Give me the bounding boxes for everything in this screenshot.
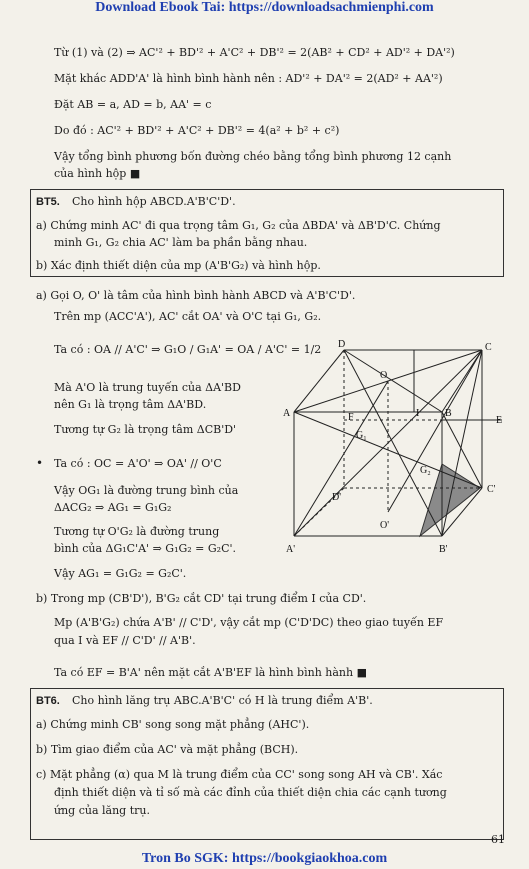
label-A-prime: A' — [286, 544, 296, 555]
bt5-part-b: b) Xác định thiết diện của mp (A'B'G₂) và hình hộp. — [36, 259, 321, 272]
label-C-prime: C' — [487, 484, 496, 495]
text-line: của hình hộp ■ — [54, 167, 141, 180]
label-C: C — [485, 342, 492, 353]
parallelepiped-figure — [282, 336, 510, 566]
bt6-part-c-cont: ứng của lăng trụ. — [54, 804, 150, 817]
solution-line: qua I và EF // C'D' // A'B'. — [54, 634, 196, 647]
solution-line: bình của ΔG₁C'A' ⇒ G₁G₂ = G₂C'. — [54, 542, 237, 555]
footer-sgk-link[interactable]: Tron Bo SGK: https://bookgiaokhoa.com — [141, 851, 388, 866]
solution-line: Vậy OG₁ là đường trung bình của — [54, 484, 239, 497]
label-E: E — [496, 415, 503, 426]
solution-line: a) Gọi O, O' là tâm của hình bình hành ABCD và A'B'C'D'. — [36, 289, 356, 302]
solution-line: Tương tự O'G₂ là đường trung — [54, 525, 220, 538]
label-F: F — [348, 412, 354, 423]
label-B: B — [445, 408, 452, 419]
solution-line: Ta có : OC = A'O' ⇒ OA' // O'C — [54, 457, 222, 470]
label-A: A — [283, 408, 291, 419]
bt5-title: BT5. — [36, 196, 60, 208]
bt6-part-c: c) Mặt phẳng (α) qua M là trung điểm của CC' song song AH và CB'. Xác — [36, 768, 443, 781]
text-line: Từ (1) và (2) ⇒ AC'² + BD'² + A'C² + DB'² = 2(AB² + CD² + AD'² + DA'²) — [54, 46, 455, 59]
text-line: Do đó : AC'² + BD'² + A'C² + DB'² = 4(a² + b² + c²) — [54, 124, 340, 137]
label-O: O — [380, 370, 388, 381]
label-G2: G₂ — [420, 465, 431, 476]
header-ebook-link[interactable]: Download Ebook Tai: https://downloadsachmienphi.com — [95, 0, 434, 15]
text-line: Vậy tổng bình phương bốn đường chéo bằng tổng bình phương 12 cạnh — [54, 150, 452, 163]
solution-line: Tương tự G₂ là trọng tâm ΔCB'D' — [54, 423, 237, 436]
bt6-part-b: b) Tìm giao điểm của AC' và mặt phẳng (BCH). — [36, 743, 299, 756]
solution-line: ΔACG₂ ⇒ AG₁ = G₁G₂ — [54, 501, 172, 514]
bt6-intro: Cho hình lăng trụ ABC.A'B'C' có H là trung điểm A'B'. — [72, 694, 373, 707]
solution-line: Ta có : OA // A'C' ⇒ G₁O / G₁A' = OA / A'C' = 1/2 — [54, 343, 322, 356]
solution-line: Mà A'O là trung tuyến của ΔA'BD — [54, 381, 241, 394]
solution-line: Trên mp (ACC'A'), AC' cắt OA' và O'C tại G₁, G₂. — [54, 310, 322, 323]
solution-line: b) Trong mp (CB'D'), B'G₂ cắt CD' tại trung điểm I của CD'. — [36, 592, 367, 605]
solution-line: nên G₁ là trọng tâm ΔA'BD. — [54, 398, 207, 411]
bullet-icon: • — [36, 456, 44, 470]
label-O-prime: O' — [380, 520, 390, 531]
bt6-title: BT6. — [36, 695, 60, 707]
bt5-part-a-cont: minh G₁, G₂ chia AC' làm ba phần bằng nhau. — [54, 236, 308, 249]
label-D-prime: D' — [332, 492, 342, 503]
bt6-part-a: a) Chứng minh CB' song song mặt phẳng (AHC'). — [36, 718, 310, 731]
label-G1: G₁ — [356, 430, 367, 441]
page-number: 61 — [491, 833, 505, 846]
solution-line: Mp (A'B'G₂) chứa A'B' // C'D', vậy cắt mp (C'D'DC) theo giao tuyến EF — [54, 616, 444, 629]
label-D: D — [338, 339, 346, 350]
solution-line: Ta có EF = B'A' nên mặt cắt A'B'EF là hình bình hành ■ — [54, 666, 367, 679]
text-line: Mặt khác ADD'A' là hình bình hành nên : AD'² + DA'² = 2(AD² + AA'²) — [54, 72, 443, 85]
solution-line: Vậy AG₁ = G₁G₂ = G₂C'. — [54, 567, 187, 580]
text-line: Đặt AB = a, AD = b, AA' = c — [54, 98, 212, 111]
bt5-part-a: a) Chứng minh AC' đi qua trọng tâm G₁, G₂ của ΔBDA' và ΔB'D'C. Chứng — [36, 219, 441, 232]
bt5-intro: Cho hình hộp ABCD.A'B'C'D'. — [72, 195, 236, 208]
label-I: I — [416, 408, 420, 419]
label-B-prime: B' — [439, 544, 448, 555]
bt6-part-c-cont: định thiết diện và tỉ số mà các đỉnh của thiết diện chia các cạnh tương — [54, 786, 447, 799]
